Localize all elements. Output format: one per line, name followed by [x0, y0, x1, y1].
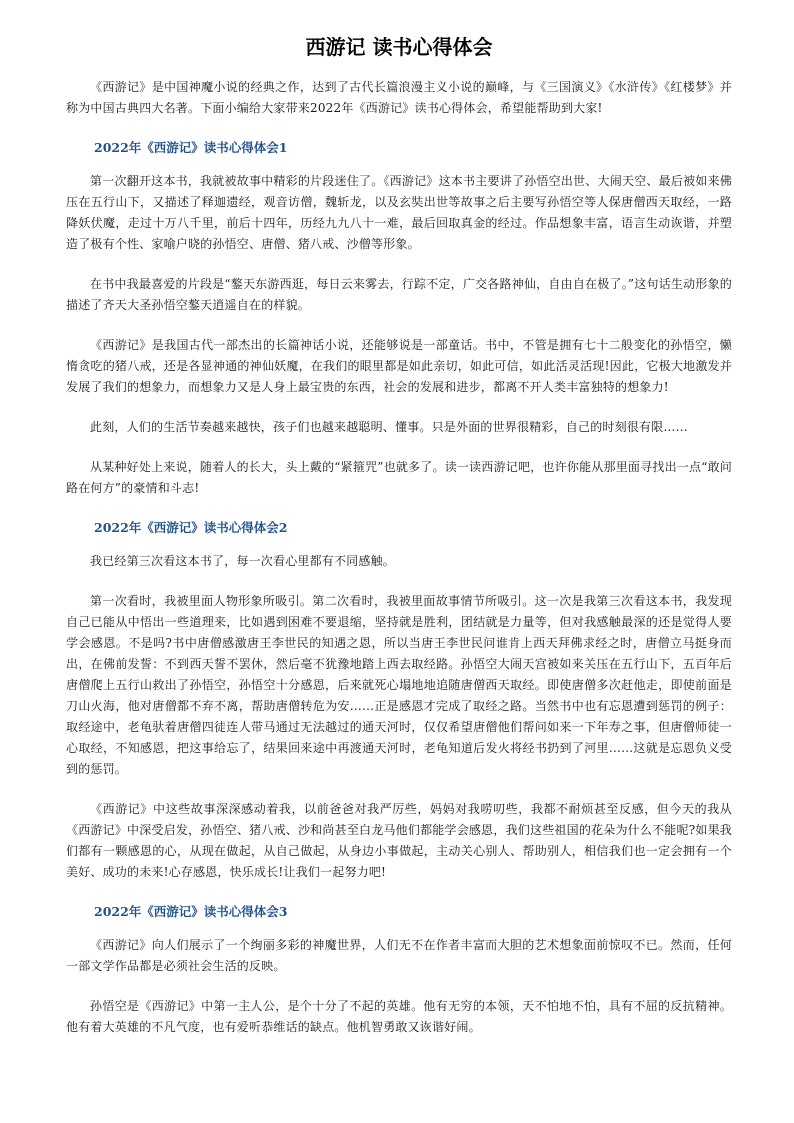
paragraph: 《西游记》中这些故事深深感动着我，以前爸爸对我严厉些，妈妈对我唠叨些，我都不耐烦甚至反感，但今天的我从《西游记》中深受启发，孙悟空、猪八戒、沙和尚甚至白龙马他们都能学会感恩，我们这些祖国的花朵为什么不能呢?如果我们都有一颗感恩的心，从现在做起，从自己做起，从身边小事做起，主动关心别人、帮助别人，相信我们也一定会拥有一个美好、成功的未来!心存感恩，快乐成长!让我们一起努力吧!	[66, 802, 732, 879]
section-2	[66, 518, 732, 883]
paragraph: 我已经第三次看这本书了，每一次看心里都有不同感触。	[90, 554, 396, 568]
section-heading: 2022年《西游记》读书心得体会2	[94, 520, 288, 535]
paragraph: 《西游记》向人们展示了一个绚丽多彩的神魔世界，人们无不在作者丰富而大胆的艺术想象面前惊叹不已。然而，任何一部文学作品都是必须社会生活的反映。	[66, 938, 732, 973]
document-page	[66, 34, 732, 1057]
paragraph: 《西游记》是我国古代一部杰出的长篇神话小说，还能够说是一部童话。书中，不管是拥有七十二般变化的孙悟空，懒惰贪吃的猪八戒，还是各显神通的神仙妖魔，在我们的眼里都是如此亲切，如此可信，如此活灵活现!因此，它极大地激发并发展了我们的想象力，而想象力又是人身上最宝贵的东西，社会的发展和进步，都离不开人类丰富独特的想象力!	[66, 338, 732, 394]
paragraph: 第一次看时，我被里面人物形象所吸引。第二次看时，我被里面故事情节所吸引。这一次是我第三次看这本书，我发现自己已能从中悟出一些道理来，比如遇到困难不要退缩，坚持就是胜利，团结就是力量等，但对我感触最深的还是觉得人要学会感恩。不是吗?书中唐僧感激唐王李世民的知遇之恩，所以当唐王李世民问谁肯上西天拜佛求经之时，唐僧立马挺身而出，在佛前发誓：不到西天誓不罢休，然后毫不犹豫地踏上西去取经路。孙悟空大闹天宫被如来关压在五行山下，五百年后唐僧爬上五行山救出了孙悟空，孙悟空十分感恩，后来就死心塌地地追随唐僧西天取经。即使唐僧多次赶他走，即使前面是刀山火海，他对唐僧都不弃不离，帮助唐僧转危为安……正是感恩才完成了取经之路。当然书中也有忘恩遭到惩罚的例子：取经途中，老龟驮着唐僧四徒连人带马通过无法越过的通天河时，仅仅希望唐僧他们帮问如来一下年寿之事，但唐僧师徒一心取经，不知感恩，把这事给忘了，结果回来途中再渡通天河时，老龟知道后发火将经书扔到了河里……这就是忘恩负义受到的惩罚。	[66, 594, 732, 776]
section-1	[66, 138, 732, 499]
paragraph: 在书中我最喜爱的片段是“鏊天东游西逛，每日云来雾去，行踪不定，广交各路神仙，自由自在极了。”这句话生动形象的描述了齐天大圣孙悟空鏊天逍遥自在的样貌。	[66, 277, 732, 312]
paragraph: 从某种好处上来说，随着人的长大，头上戴的“紧箍咒”也就多了。读一读西游记吧，也许你能从那里面寻找出一点“敢问路在何方”的豪情和斗志!	[66, 460, 732, 495]
section-3	[66, 902, 732, 1038]
paragraph: 孙悟空是《西游记》中第一主人公，是个十分了不起的英雄。他有无穷的本领，天不怕地不怕，具有不屈的反抗精神。他有着大英雄的不凡气度，也有爱听恭维话的缺点。他机智勇敢又诙谐好闹。	[66, 999, 732, 1034]
section-heading: 2022年《西游记》读书心得体会3	[94, 904, 288, 919]
document-title: 西游记 读书心得体会	[305, 35, 493, 59]
intro-paragraph: 《西游记》是中国神魔小说的经典之作，达到了古代长篇浪漫主义小说的巅峰，与《三国演义》《水浒传》《红楼梦》并称为中国古典四大名著。下面小编给大家带来2022年《西游记》读书心得体会，希望能帮助到大家!	[66, 80, 732, 115]
section-heading: 2022年《西游记》读书心得体会1	[94, 140, 288, 155]
paragraph: 此刻，人们的生活节奏越来越快，孩子们也越来越聪明、懂事。只是外面的世界很精彩，自己的时刻很有限……	[90, 420, 688, 434]
paragraph: 第一次翻开这本书，我就被故事中精彩的片段迷住了。《西游记》这本书主要讲了孙悟空出世、大闹天空、最后被如来佛压在五行山下，又描述了释迦遗经，观音访僧，魏斩龙，以及玄奘出世等故事之后主要写孙悟空等人保唐僧西天取经，一路降妖伏魔，走过十万八千里，前后十四年，历经九九八十一难，最后回取真金的经过。作品想象丰富，语言生动诙谐，并塑造了极有个性、家喻户晓的孙悟空、唐僧、猪八戒、沙僧等形象。	[66, 174, 732, 251]
